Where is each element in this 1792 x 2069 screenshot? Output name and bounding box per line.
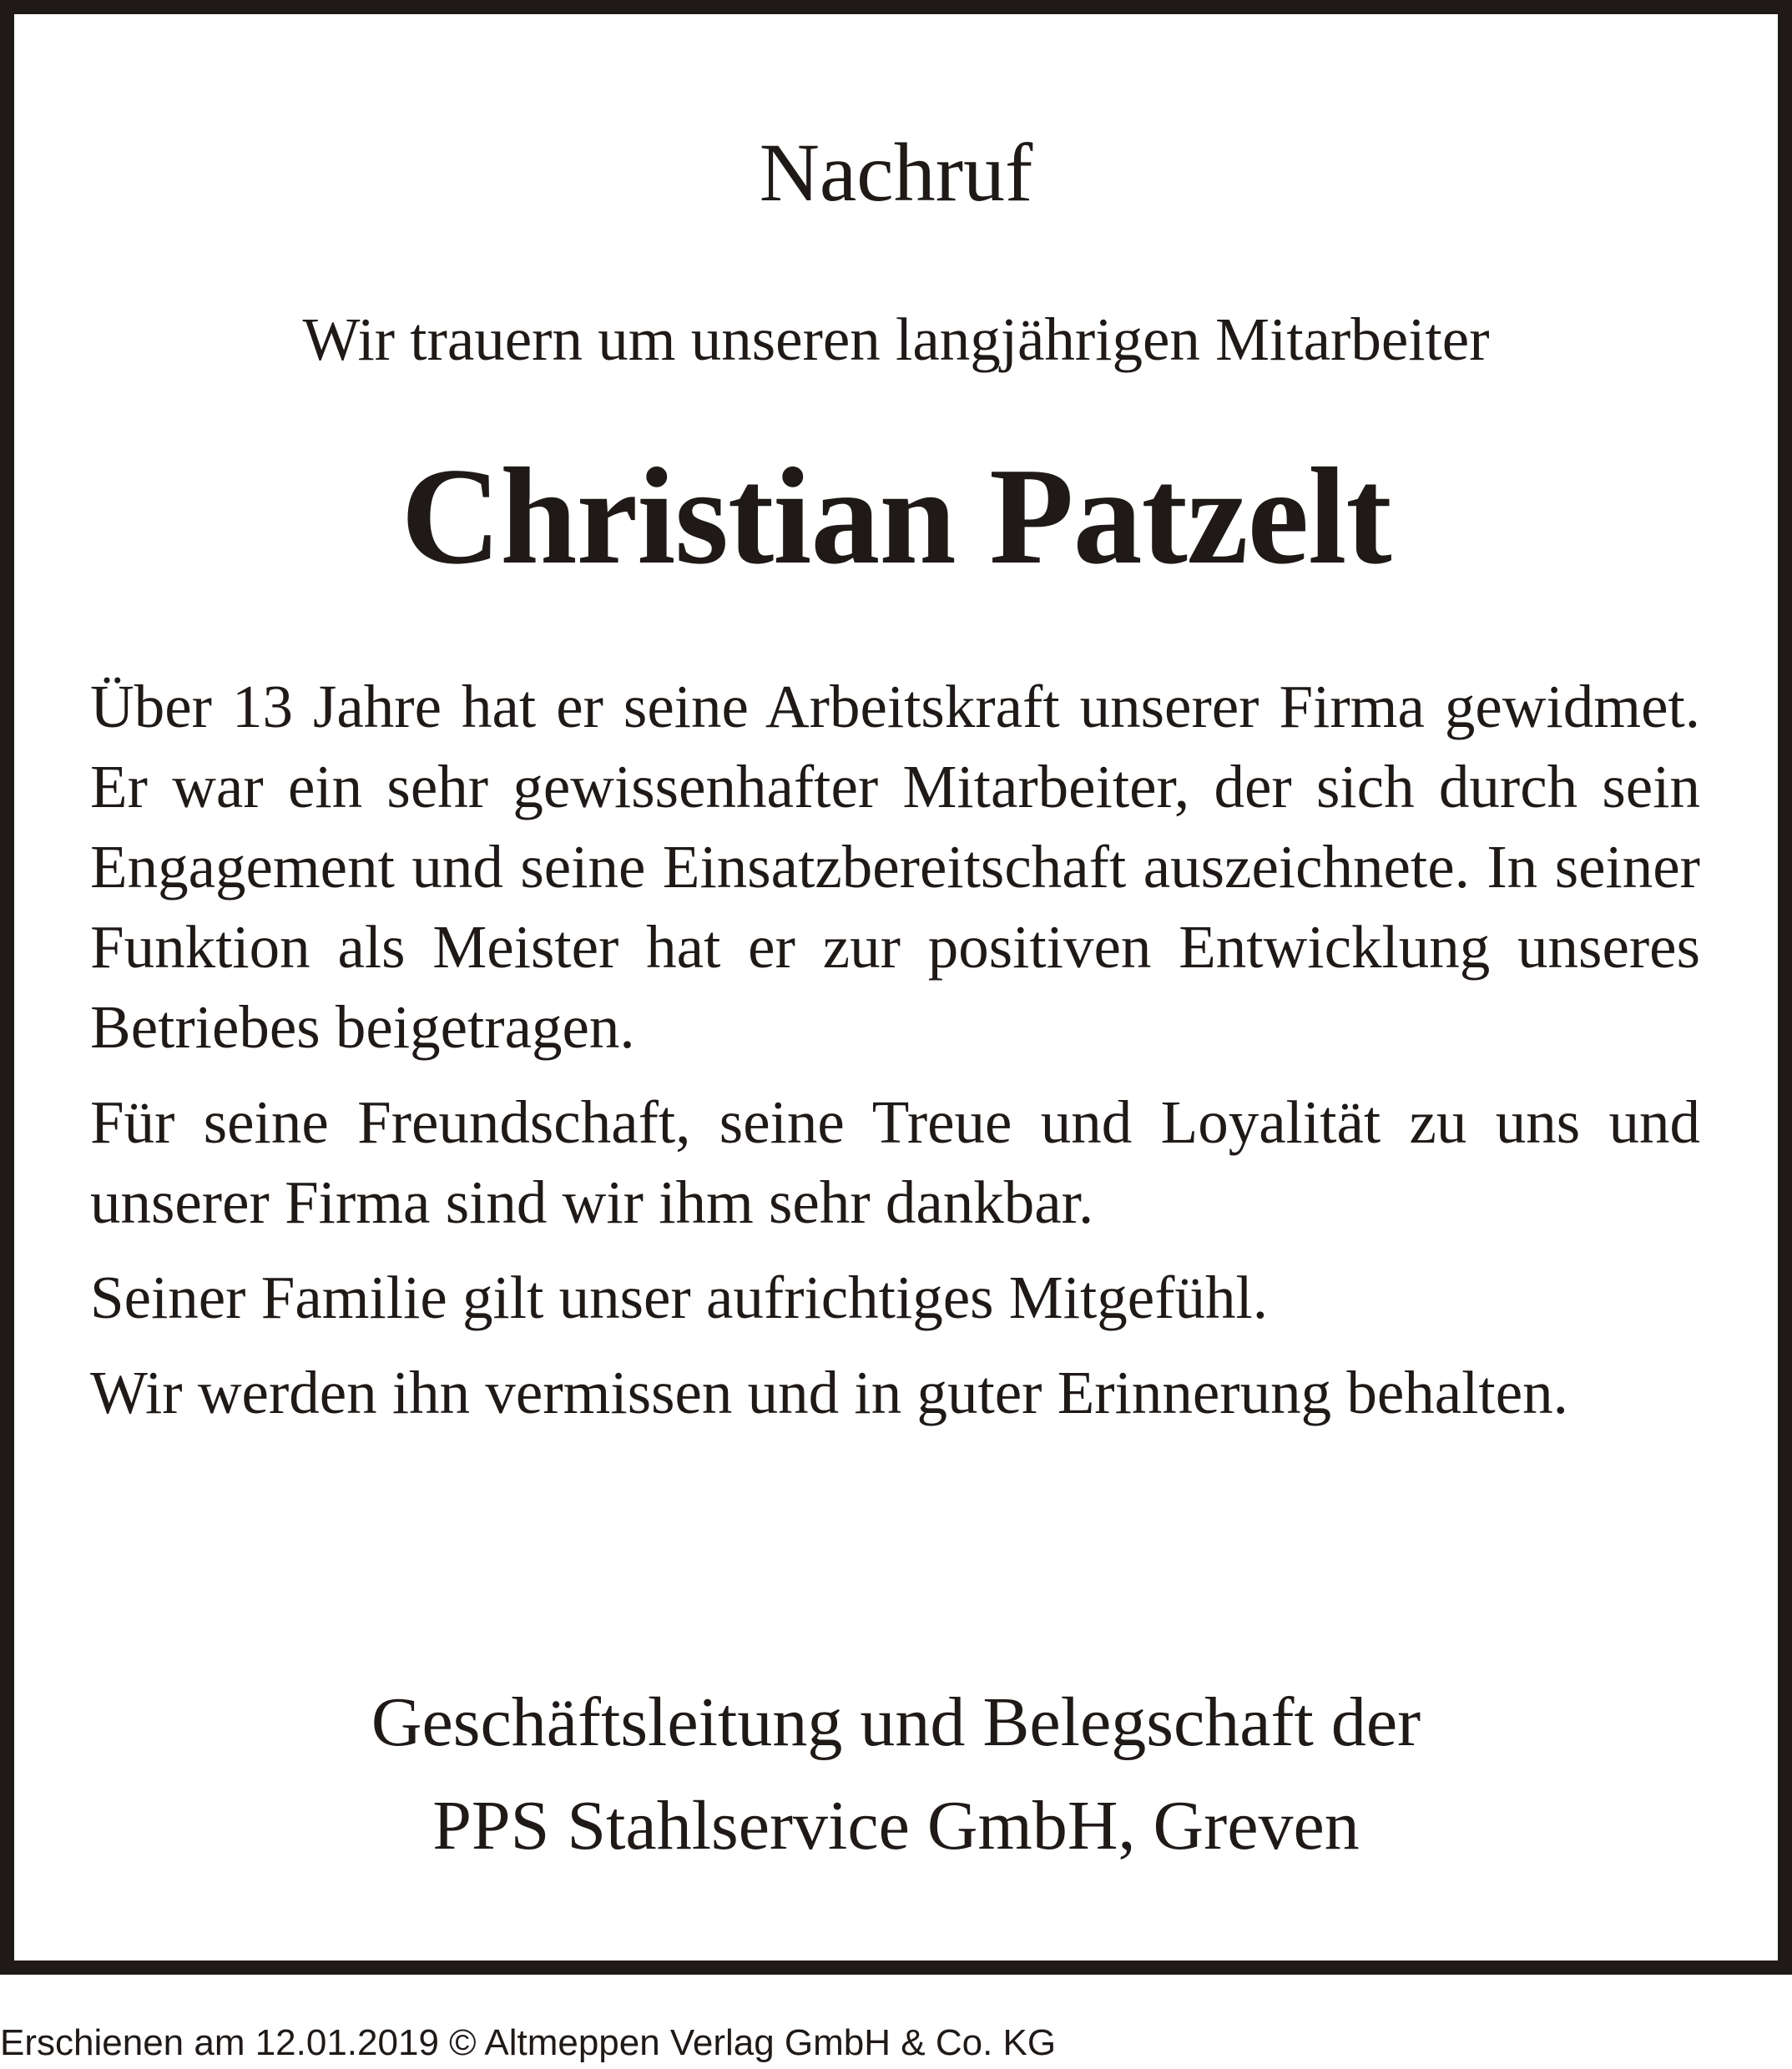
signature-line-1: Geschäftsleitung und Belegschaft der [371,1683,1421,1761]
publication-footer: Erschienen am 12.01.2019 © Altmeppen Verlag GmbH & Co. KG [0,2022,1057,2063]
body-paragraph-2: Für seine Freundschaft, seine Treue und Loyalität zu uns und unserer Firma sind wir ihm sehr dankbar. [90,1088,1700,1236]
signature-line-2: PPS Stahlservice GmbH, Greven [432,1787,1360,1865]
signature-block [14,1671,1778,1878]
body-paragraph-4: Wir werden ihn vermissen und in guter Erinnerung behalten. [90,1359,1568,1426]
body-paragraph-3: Seiner Familie gilt unser aufrichtiges Mitgefühl. [90,1264,1269,1331]
notice-intro: Wir trauern um unseren langjährigen Mitarbeiter [302,305,1490,373]
notice-title: Nachruf [759,126,1033,219]
notice-body [90,667,1700,1448]
deceased-name: Christian Patzelt [401,439,1391,593]
body-paragraph-1: Über 13 Jahre hat er seine Arbeitskraft unserer Firma gewidmet. Er war ein sehr gewissenhafter Mitarbeiter, der sich durch sein Engagement und seine Einsatzbereitschaft auszeichnete. In seiner Funktion als Meister hat er zur positiven Entwicklung unseres Betriebes beigetragen. [90,673,1700,1061]
